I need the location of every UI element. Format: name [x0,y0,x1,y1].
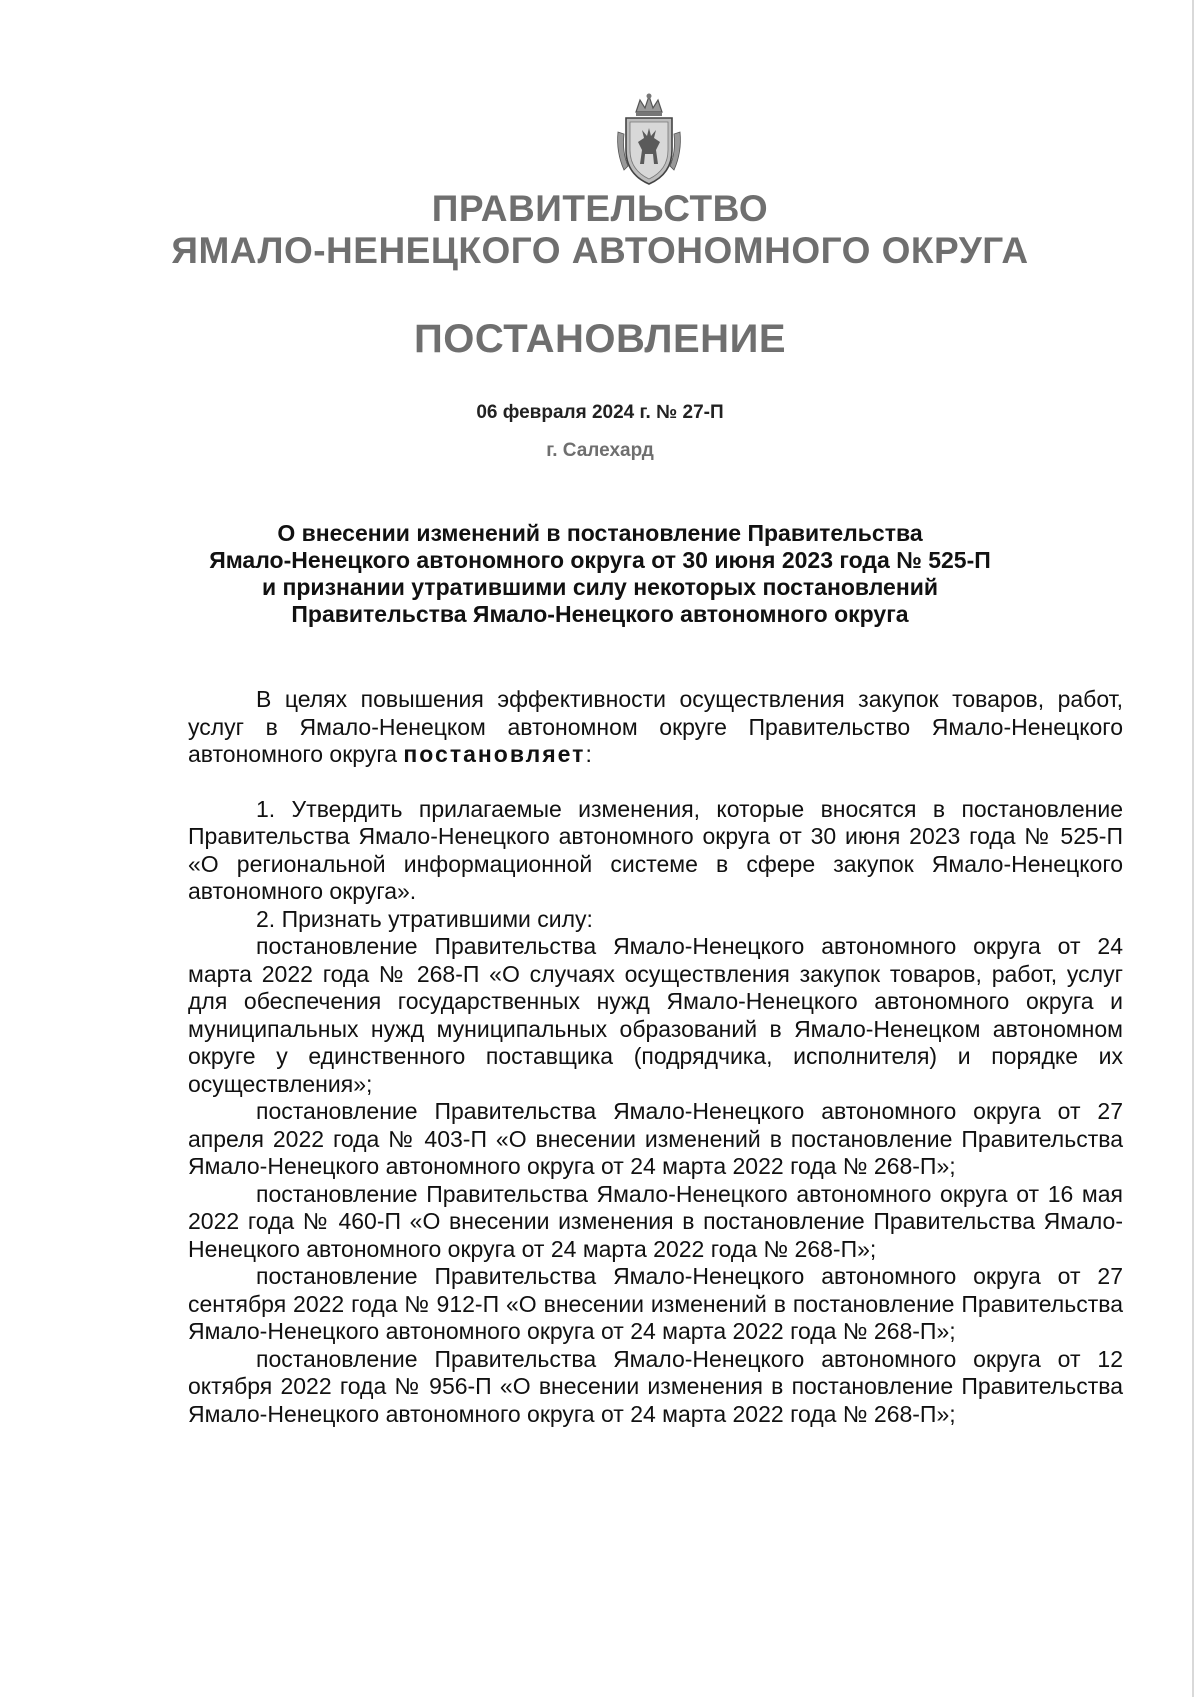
repealed-item: постановление Правительства Ямало-Ненецкого автономного округа от 27 сентября 2022 года № 912-П «О внесении изменений в постановление Правительства Ямало-Ненецкого автономного округа от 24 марта 2022 года № 268-П»; [188,1263,1123,1344]
repealed-item: постановление Правительства Ямало-Ненецкого автономного округа от 24 марта 2022 года № 268-П «О случаях осуществления закупок товаров, работ, услуг для обеспечения государственных нужд Ямало-Ненецкого автономного округа и муниципальных нужд муниципальных образований в Ямало-Ненецком автономном округе у единственного поставщика (подрядчика, исполнителя) и порядке их осуществления»; [188,933,1123,1097]
government-name-line2: ЯМАЛО-НЕНЕЦКОГО АВТОНОМНОГО ОКРУГА [171,230,1029,271]
item-2-paragraph: 2. Признать утратившими силу: [256,905,593,932]
preamble-keyword: постановляет [403,741,586,767]
document-body [188,686,1123,1428]
document-date-number: 06 февраля 2024 г. № 27-П [476,402,724,423]
yamal-coat-of-arms-icon [614,92,684,188]
item-1-paragraph: 1. Утвердить прилагаемые изменения, которые вносятся в постановление Правительства Ямало-Ненецкого автономного округа от 30 июня 2023 года № 525-П «О региональной информационной системе в сфере закупок Ямало-Ненецкого автономного округа». [188,795,1123,904]
document-type: ПОСТАНОВЛЕНИЕ [413,317,786,361]
preamble-paragraph [188,686,1123,769]
repealed-item: постановление Правительства Ямало-Ненецкого автономного округа от 16 мая 2022 года № 460-П «О внесении изменения в постановление Правительства Ямало-Ненецкого автономного округа от 24 марта 2022 года № 268-П»; [188,1180,1123,1262]
repealed-item: постановление Правительства Ямало-Ненецкого автономного округа от 27 апреля 2022 года № 403-П «О внесении изменений в постановление Правительства Ямало-Ненецкого автономного округа от 24 марта 2022 года № 268-П»; [188,1098,1123,1179]
government-name-line1: ПРАВИТЕЛЬСТВО [431,188,769,229]
preamble-text: В целях повышения эффективности осуществления закупок товаров, работ, услуг в Ямало-Ненецком автономном округе Правительство Ямало-Ненецкого автономного округа [188,686,1123,767]
title-line: Ямало-Ненецкого автономного округа от 30 июня 2023 года № 525-П [209,547,991,573]
repealed-item: постановление Правительства Ямало-Ненецкого автономного округа от 12 октября 2022 года № 956-П «О внесении изменения в постановление Правительства Ямало-Ненецкого автономного округа от 24 марта 2022 года № 268-П»; [188,1345,1123,1427]
title-line: и признании утратившими силу некоторых постановлений [261,574,939,600]
title-line: Правительства Ямало-Ненецкого автономного округа [291,601,909,627]
title-line: О внесении изменений в постановление Правительства [277,520,923,546]
document-title [160,520,1040,628]
preamble-end: : [585,741,592,767]
document-city: г. Салехард [546,440,654,461]
